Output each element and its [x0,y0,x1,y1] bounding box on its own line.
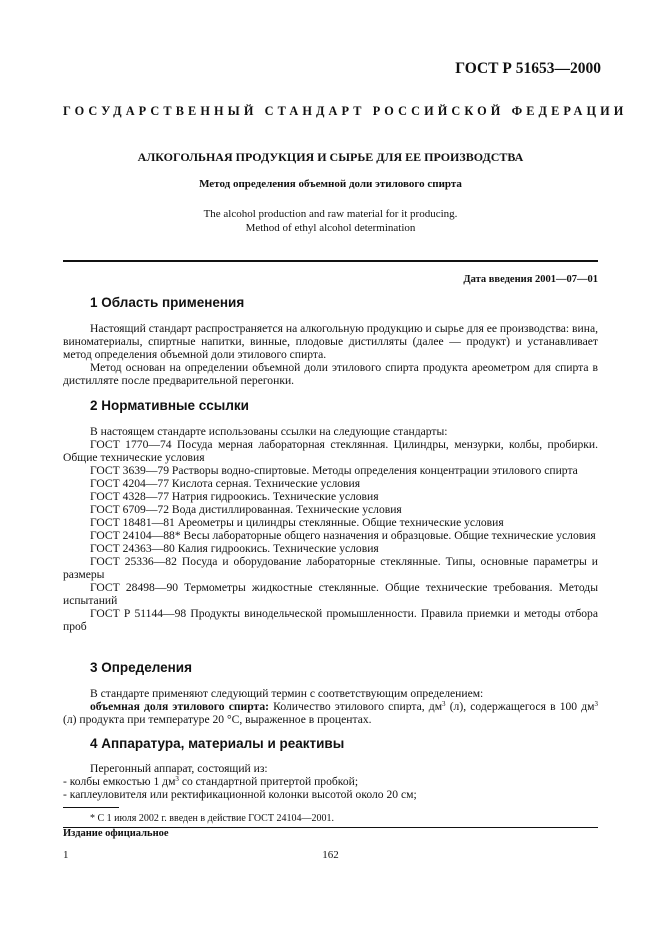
section-3-body [63,687,598,726]
footnote: * С 1 июля 2002 г. введен в действие ГОСТ 24104—2001. [90,813,334,824]
reference-item: ГОСТ 3639—79 Растворы водно-спиртовые. Методы определения концентрации этилового спирта [90,464,578,477]
section-2-intro: В настоящем стандарте использованы ссылки на следующие стандарты: [90,425,448,438]
section-1-paragraph-2: Метод основан на определении объемной доли этилового спирта продукта ареометром для спирта в дистилляте после предварительной перегонки. [63,361,598,387]
superscript-3: 3 [442,700,446,708]
equipment-item [63,775,598,788]
section-4-intro: Перегонный аппарат, состоящий из: [90,762,268,775]
section-1-body [63,322,598,387]
section-3-heading: 3 Определения [90,660,192,675]
section-2-heading: 2 Нормативные ссылки [90,398,249,413]
equipment-item-text: со стандартной притертой пробкой; [178,775,359,788]
english-title-line-1: The alcohol production and raw material for it producing. [203,208,458,220]
reference-item: ГОСТ 4204—77 Кислота серная. Технические условия [90,477,361,490]
term-definition [63,700,598,726]
english-title [63,207,598,235]
reference-item: ГОСТ 25336—82 Посуда и оборудование лабораторные стеклянные. Типы, основные параметры и размеры [63,555,598,581]
equipment-item-text: - колбы емкостью 1 дм [63,775,176,788]
definition-text-c: (л) продукта при температуре 20 °С, выраженное в процентах. [63,713,372,726]
page-marker: 1 [63,849,69,861]
definition-text-a: Количество этилового спирта, дм [269,700,443,713]
standard-number: ГОСТ Р 51653—2000 [455,60,601,77]
document-subtitle: Метод определения объемной доли этилового спирта [199,178,462,190]
section-4-heading: 4 Аппаратура, материалы и реактивы [90,736,345,751]
reference-item: ГОСТ 28498—90 Термометры жидкостные стеклянные. Общие технические требования. Методы испытаний [63,581,598,607]
term-name: объемная доля этилового спирта: [90,700,270,713]
reference-item: ГОСТ 24363—80 Калия гидроокись. Технические условия [90,542,379,555]
title-divider [63,260,598,262]
section-2-body [63,425,598,633]
section-1-heading: 1 Область применения [90,295,245,310]
reference-item: ГОСТ 24104—88* Весы лабораторные общего назначения и образцовые. Общие технические условия [90,529,596,542]
superscript-3: 3 [594,700,598,708]
reference-item: ГОСТ Р 51144—98 Продукты винодельческой промышленности. Правила приемки и методы отбора проб [63,607,598,633]
equipment-item: - каплеуловителя или ректификационной колонки высотой около 20 см; [63,788,417,801]
english-title-line-2: Method of ethyl alcohol determination [245,222,416,234]
reference-item: ГОСТ 1770—74 Посуда мерная лабораторная стеклянная. Цилиндры, мензурки, колбы, пробирки. Общие технические условия [63,438,598,464]
reference-item: ГОСТ 6709—72 Вода дистиллированная. Технические условия [90,503,402,516]
footnote-divider [63,807,119,808]
reference-item: ГОСТ 4328—77 Натрия гидроокись. Технические условия [90,490,379,503]
section-3-intro: В стандарте применяют следующий термин с соответствующим определением: [90,687,484,700]
superscript-3: 3 [175,775,179,783]
section-4-body [63,762,598,801]
section-1-paragraph-1: Настоящий стандарт распространяется на алкогольную продукцию и сырье для ее производства: вина, виноматериалы, спиртные напитки, винные, плодовые дистилляты (далее — продукт) и устанавливает метод определения объемной доли этилового спирта. [63,322,598,361]
introduction-date: Дата введения 2001—07—01 [463,274,598,285]
document-title: АЛКОГОЛЬНАЯ ПРОДУКЦИЯ И СЫРЬЕ ДЛЯ ЕЕ ПРОИЗВОДСТВА [137,150,524,164]
official-edition-label: Издание официальное [63,828,169,839]
page-number: 162 [322,849,339,861]
state-standard-heading: ГОСУДАРСТВЕННЫЙ СТАНДАРТ РОССИЙСКОЙ ФЕДЕРАЦИИ [63,104,628,118]
definition-text-b: (л), содержащегося в 100 дм [445,700,595,713]
reference-item: ГОСТ 18481—81 Ареометры и цилиндры стеклянные. Общие технические условия [90,516,504,529]
